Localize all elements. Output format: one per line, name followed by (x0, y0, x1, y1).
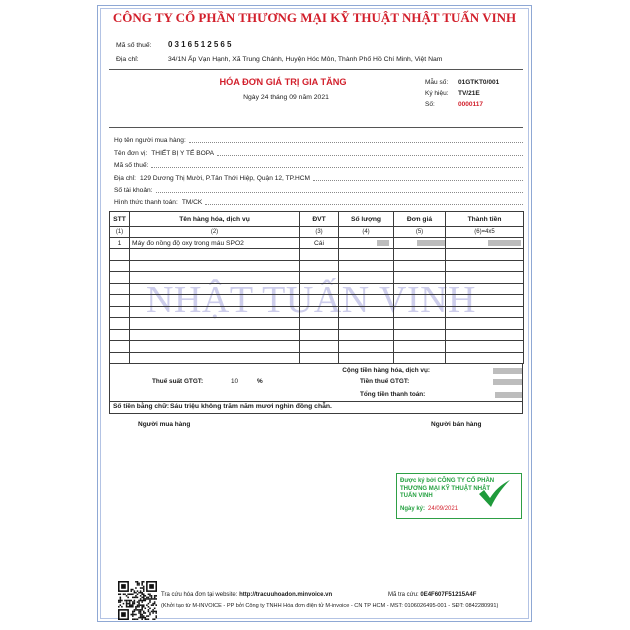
column-number: (5) (394, 227, 446, 238)
table-cell (339, 306, 394, 318)
form-number-value: 01GTKT0/001 (458, 79, 500, 86)
invoice-title: HÓA ĐƠN GIÁ TRỊ GIA TĂNG (219, 77, 347, 87)
table-cell (130, 318, 300, 330)
table-cell (300, 341, 339, 353)
seller-address: 34/1N Ấp Vạn Hạnh, Xã Trung Chánh, Huyện Hóc Môn, Thành Phố Hồ Chí Minh, Việt Nam (168, 56, 443, 63)
payment-method-value: TM/CK (181, 199, 203, 207)
digital-signature-stamp (396, 473, 522, 519)
redacted-block (495, 392, 522, 398)
table-cell (394, 272, 446, 284)
table-cell (339, 272, 394, 284)
column-number: (6)=4x5 (446, 227, 524, 238)
item-unit: Cái (300, 238, 339, 249)
column-number: (2) (130, 227, 300, 238)
buyer-info (114, 133, 523, 207)
signed-by-text: Được ký bởi CÔNG TY CỔ PHẦN THƯƠNG MẠI KỸ THUẬT NHẬT TUẤN VINH (400, 478, 495, 499)
seller-tax-code-row (116, 40, 521, 50)
amount-in-words-label: Số tiền bằng chữ: (113, 403, 170, 410)
serial-label: Ký hiệu: (425, 90, 449, 97)
serial-value: TV/21E (458, 90, 480, 97)
table-row-empty (110, 295, 524, 307)
item-unit-price (394, 238, 446, 249)
divider (109, 127, 523, 128)
redacted-block (417, 240, 445, 246)
buyer-account-label: Số tài khoản: (114, 186, 153, 194)
buyer-company-label: Tên đơn vị: (114, 149, 148, 157)
redacted-block (377, 240, 389, 246)
signing-date-row (400, 505, 458, 513)
table-cell (110, 306, 130, 318)
table-cell (300, 283, 339, 295)
table-cell (110, 341, 130, 353)
table-cell (300, 249, 339, 261)
table-cell (130, 283, 300, 295)
buyer-tax-code-field (114, 158, 523, 170)
table-cell (130, 249, 300, 261)
items-table (109, 211, 524, 364)
invoice-meta (425, 78, 499, 111)
table-cell (300, 306, 339, 318)
table-cell (339, 260, 394, 272)
table-cell (130, 272, 300, 284)
table-row-empty (110, 318, 524, 330)
table-cell (394, 329, 446, 341)
items-section (109, 211, 523, 414)
buyer-company-value: THIẾT BỊ Y TẾ BOPA (151, 149, 215, 157)
table-cell (446, 295, 524, 307)
table-cell (130, 295, 300, 307)
header-item-name: Tên hàng hóa, dịch vụ (130, 212, 300, 227)
table-cell (110, 260, 130, 272)
table-cell (394, 249, 446, 261)
table-cell (339, 341, 394, 353)
table-cell (339, 283, 394, 295)
seller-tax-code-label: Mã số thuế: (116, 42, 152, 49)
item-quantity (339, 238, 394, 249)
table-cell (130, 329, 300, 341)
table-cell (446, 352, 524, 364)
buyer-name-label: Họ tên người mua hàng: (114, 137, 186, 145)
table-cell (130, 341, 300, 353)
buyer-address-value: 129 Dương Thị Mười, P.Tân Thới Hiệp, Quận 12, TP.HCM (140, 174, 310, 182)
lookup-label: Tra cứu hóa đơn tại website: (161, 592, 238, 598)
table-cell (300, 352, 339, 364)
header-stt: STT (110, 212, 130, 227)
column-number: (4) (339, 227, 394, 238)
table-cell (300, 260, 339, 272)
table-cell (394, 352, 446, 364)
lookup-line (161, 591, 521, 599)
table-cell (394, 341, 446, 353)
table-cell (110, 318, 130, 330)
buyer-name-field (114, 133, 523, 145)
buyer-tax-code-label: Mã số thuế: (114, 162, 149, 170)
table-cell (394, 283, 446, 295)
dotted-line (313, 180, 523, 181)
header-quantity: Số lượng (339, 212, 394, 227)
signing-date-label: Ngày ký: (400, 506, 426, 512)
table-cell (339, 295, 394, 307)
table-cell (446, 283, 524, 295)
totals-box (109, 364, 523, 414)
table-cell (394, 295, 446, 307)
table-cell (394, 306, 446, 318)
table-cell (394, 260, 446, 272)
dotted-line (151, 167, 523, 168)
header-unit-price: Đơn giá (394, 212, 446, 227)
vat-rate-unit: % (257, 378, 263, 385)
table-row-empty (110, 260, 524, 272)
invoice-page (97, 5, 532, 622)
table-cell (130, 352, 300, 364)
table-cell (339, 318, 394, 330)
buyer-address-field (114, 170, 523, 182)
table-cell (130, 260, 300, 272)
redacted-block (493, 368, 522, 374)
invoice-date: Ngày 24 tháng 09 năm 2021 (243, 94, 329, 101)
invoice-number-row (425, 100, 499, 111)
dotted-line (156, 192, 524, 193)
header-unit: ĐVT (300, 212, 339, 227)
invoice-number-label: Số: (425, 101, 435, 108)
buyer-address-label: Địa chỉ: (114, 174, 136, 182)
grand-total-label: Tổng tiền thanh toán: (360, 391, 426, 398)
buyer-signature-label: Người mua hàng (138, 421, 191, 428)
table-cell (110, 283, 130, 295)
table-cell (339, 249, 394, 261)
form-number-row (425, 78, 499, 89)
table-cell (110, 329, 130, 341)
table-cell (110, 295, 130, 307)
column-number-row (110, 227, 524, 238)
payment-method-label: Hình thức thanh toán: (114, 199, 178, 207)
qr-code (118, 581, 157, 620)
table-cell (446, 260, 524, 272)
provider-note: (Khởi tạo từ M-INVOICE - PP bởi Công ty TNHH Hóa đơn điện tử M-invoice - CN TP HCM - MST: 0106026495-001 - SĐT: 0842280991) (161, 603, 499, 609)
table-cell (446, 341, 524, 353)
table-header-row (110, 212, 524, 227)
vat-rate-label: Thuế suất GTGT: (152, 378, 204, 385)
table-row-empty (110, 329, 524, 341)
table-cell (339, 352, 394, 364)
dotted-line (217, 155, 523, 156)
watermark: NHẬT TUẤN VINH (146, 279, 476, 321)
dotted-line (189, 142, 523, 143)
table-row-empty (110, 249, 524, 261)
header-amount: Thành tiền (446, 212, 524, 227)
table-cell (300, 295, 339, 307)
seller-tax-code: 0316512565 (168, 40, 234, 49)
checkmark-icon (477, 479, 511, 509)
table-row-empty (110, 352, 524, 364)
table-cell (446, 249, 524, 261)
table-row (110, 238, 524, 249)
lookup-code-label: Mã tra cứu: (388, 592, 419, 598)
table-cell (130, 306, 300, 318)
table-cell (446, 329, 524, 341)
table-cell (446, 306, 524, 318)
table-cell (110, 249, 130, 261)
seller-company-name: CÔNG TY CỔ PHẦN THƯƠNG MẠI KỸ THUẬT NHẬT TUẤN VINH (112, 10, 517, 25)
table-cell (300, 329, 339, 341)
dotted-line (205, 204, 523, 205)
divider (110, 401, 522, 402)
table-cell (394, 318, 446, 330)
column-number: (1) (110, 227, 130, 238)
amount-in-words: Sáu triệu không trăm năm mươi nghìn đồng chẵn. (170, 403, 332, 410)
lookup-code: 0E4F607F51215A4F (420, 592, 477, 598)
item-stt: 1 (110, 238, 130, 249)
subtotal-label: Cộng tiền hàng hóa, dịch vụ: (342, 367, 430, 374)
item-name: Máy đo nồng độ oxy trong máu SPO2 (130, 238, 300, 249)
redacted-block (488, 240, 521, 246)
table-cell (446, 272, 524, 284)
payment-method-field (114, 195, 523, 207)
buyer-account-field (114, 183, 523, 195)
table-row-empty (110, 272, 524, 284)
form-number-label: Mẫu số: (425, 79, 449, 86)
vat-rate-value: 10 (231, 378, 239, 385)
serial-row (425, 89, 499, 100)
seller-address-label: Địa chỉ: (116, 56, 139, 63)
lookup-code-group (388, 591, 476, 599)
divider (109, 69, 523, 70)
table-row-empty (110, 283, 524, 295)
buyer-company-field (114, 145, 523, 157)
table-cell (300, 272, 339, 284)
table-row-empty (110, 306, 524, 318)
table-cell (300, 318, 339, 330)
redacted-block (493, 379, 522, 385)
table-cell (110, 352, 130, 364)
column-number: (3) (300, 227, 339, 238)
seller-address-row (116, 55, 521, 64)
table-row-empty (110, 341, 524, 353)
table-cell (110, 272, 130, 284)
invoice-number-value: 0000117 (458, 101, 483, 108)
table-cell (339, 329, 394, 341)
item-amount (446, 238, 524, 249)
lookup-url: http://tracuuhoadon.minvoice.vn (239, 592, 333, 598)
vat-amount-label: Tiền thuế GTGT: (360, 378, 410, 385)
seller-signature-label: Người bán hàng (431, 421, 482, 428)
signing-date: 24/09/2021 (428, 506, 459, 512)
table-cell (446, 318, 524, 330)
